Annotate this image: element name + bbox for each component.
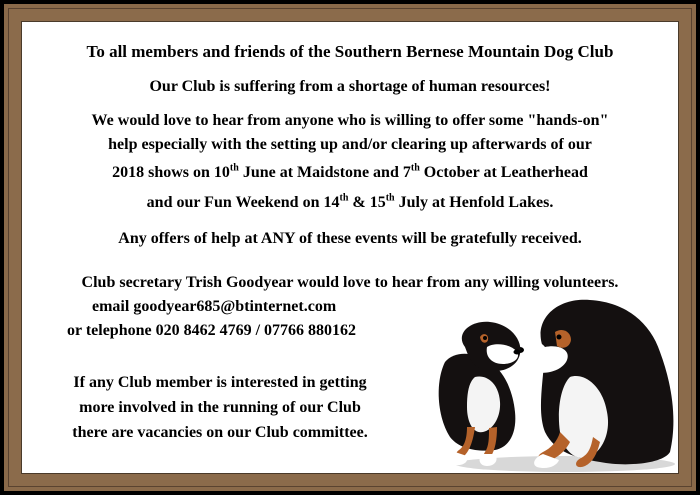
body-line-1: We would love to hear from anyone who is willing to offer some "hands-on" bbox=[91, 112, 609, 129]
puppy-nose bbox=[514, 350, 521, 355]
adult-dog-eye bbox=[557, 335, 562, 340]
body-line-3: 2018 shows on 10th June at Maidstone and 7th October at Leatherhead bbox=[112, 162, 588, 181]
bernese-dogs-illustration bbox=[425, 292, 680, 477]
offers-line: Any offers of help at ANY of these events will be gratefully received. bbox=[118, 230, 582, 247]
committee-line-2: more involved in the running of our Club bbox=[79, 399, 361, 416]
puppy-eye bbox=[483, 336, 487, 340]
committee-line-3: there are vacancies on our Club committee. bbox=[72, 424, 368, 441]
poster-subtitle: Our Club is suffering from a shortage of human resources! bbox=[149, 78, 551, 95]
poster-title: To all members and friends of the Southern Bernese Mountain Dog Club bbox=[86, 42, 614, 61]
body-line-2: help especially with the setting up and/or clearing up afterwards of our bbox=[108, 136, 592, 153]
secretary-line: Club secretary Trish Goodyear would love to hear from any willing volunteers. bbox=[81, 274, 619, 291]
committee-line-1: If any Club member is interested in getting bbox=[73, 374, 367, 391]
email-line: email goodyear685@btinternet.com bbox=[92, 298, 337, 315]
body-line-4: and our Fun Weekend on 14th & 15th July at Henfold Lakes. bbox=[146, 192, 554, 211]
telephone-line: or telephone 020 8462 4769 / 07766 880162 bbox=[67, 322, 357, 339]
